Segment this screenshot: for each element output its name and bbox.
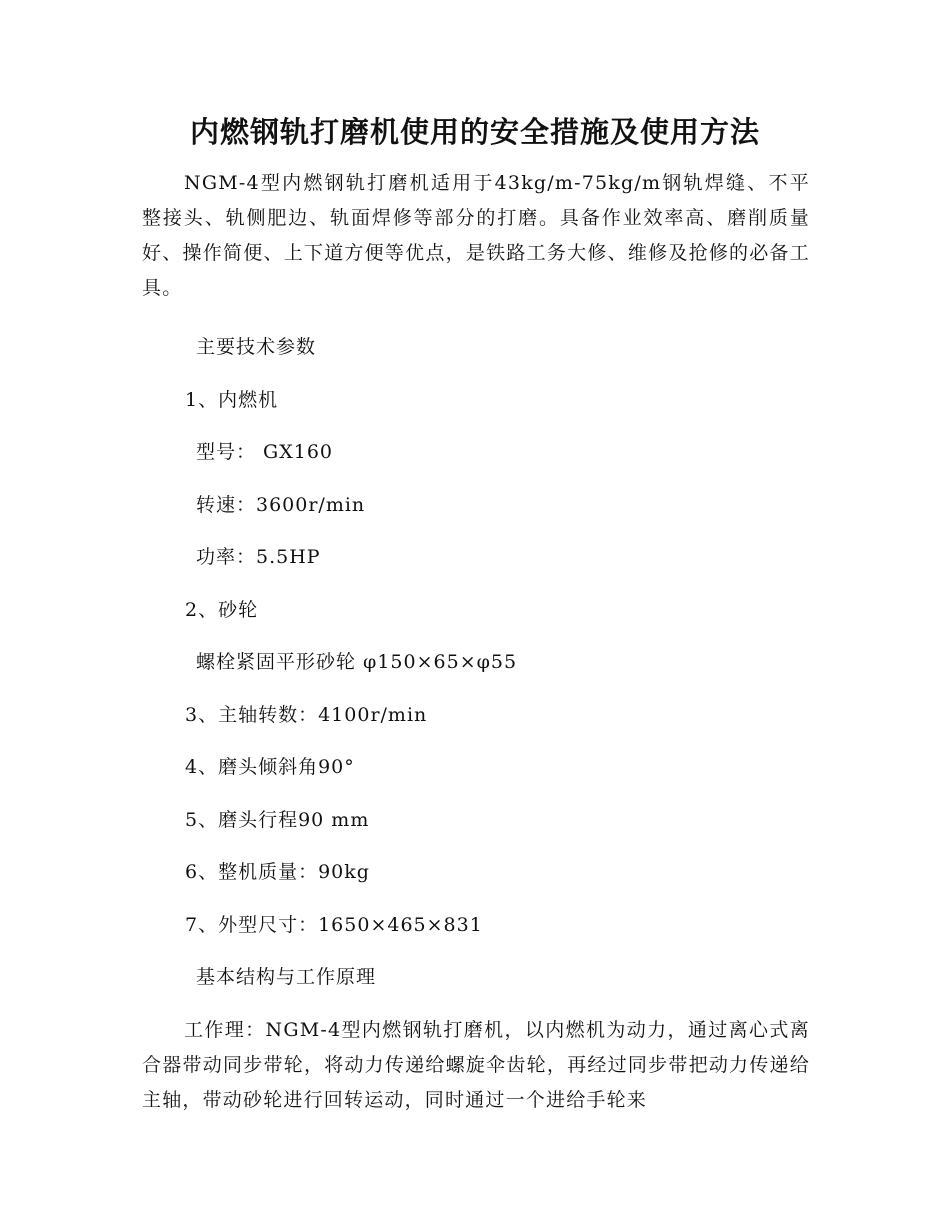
param-wheel-spec: 螺栓紧固平形砂轮 φ150×65×φ55 [196,651,518,673]
param-item-mass: 6、整机质量：90kg [185,861,370,883]
section-heading-params: 主要技术参数 [196,336,317,358]
param-item-stroke: 5、磨头行程90 mm [185,809,370,831]
section-heading-structure: 基本结构与工作原理 [196,966,377,988]
param-item-spindle: 3、主轴转数：4100r/min [185,704,428,726]
param-engine-power: 功率：5.5HP [196,546,321,568]
param-item-tilt: 4、磨头倾斜角90° [185,756,355,778]
param-engine-speed: 转速：3600r/min [196,494,366,516]
param-engine-model: 型号： GX160 [196,441,334,463]
param-item-dimensions: 7、外型尺寸：1650×465×831 [185,914,483,936]
param-item-wheel: 2、砂轮 [185,599,259,621]
param-item-engine: 1、内燃机 [185,389,279,411]
principle-paragraph: 工作理：NGM-4型内燃钢轨打磨机，以内燃机为动力，通过离心式离合器带动同步带轮，将动力传递给螺旋伞齿轮，再经过同步带把动力传递给主轴，带动砂轮进行回转运动，同时通过一个进给手轮来 [142,1019,810,1111]
intro-paragraph: NGM-4型内燃钢轨打磨机适用于43kg/m-75kg/m钢轨焊缝、不平整接头、轨侧肥边、轨面焊修等部分的打磨。具备作业效率高、磨削质量好、操作简便、上下道方便等优点，是铁路工务大修、维修及抢修的必备工具。 [142,172,810,299]
document-title: 内燃钢轨打磨机使用的安全措施及使用方法 [189,115,760,149]
